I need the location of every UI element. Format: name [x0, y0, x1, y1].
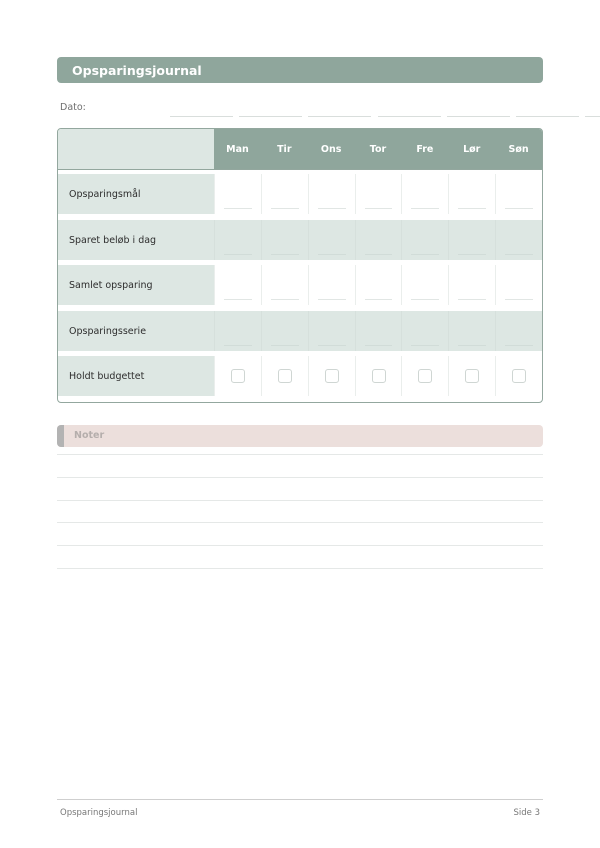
- note-line[interactable]: [57, 568, 543, 569]
- entry-underline: [224, 208, 252, 209]
- day-entry-cell[interactable]: [308, 311, 355, 351]
- checkbox[interactable]: [325, 369, 339, 383]
- day-header: Man: [226, 143, 249, 155]
- page-title: Opsparingsjournal: [72, 62, 202, 78]
- day-checkbox-cell[interactable]: [214, 356, 261, 396]
- day-header: Søn: [508, 143, 529, 155]
- day-entry-cell[interactable]: [401, 311, 448, 351]
- entry-underline: [271, 208, 299, 209]
- entry-underline: [271, 299, 299, 300]
- entry-underline: [458, 299, 486, 300]
- day-entry-cell[interactable]: [495, 311, 542, 351]
- note-line[interactable]: [57, 545, 543, 546]
- note-line[interactable]: [57, 477, 543, 478]
- entry-underline: [318, 208, 346, 209]
- tracker-row: [58, 174, 542, 214]
- day-entry-cell[interactable]: [495, 220, 542, 260]
- entry-underline: [318, 254, 346, 255]
- day-header-row: [214, 129, 542, 169]
- note-line[interactable]: [57, 454, 543, 455]
- day-checkbox-cell[interactable]: [308, 356, 355, 396]
- day-entry-cell[interactable]: [308, 220, 355, 260]
- entry-underline: [224, 345, 252, 346]
- day-entry-cell[interactable]: [448, 265, 495, 305]
- entry-underline: [505, 345, 533, 346]
- day-entry-cell[interactable]: [401, 265, 448, 305]
- tracker-row: [58, 220, 542, 260]
- day-entry-cell[interactable]: [495, 174, 542, 214]
- tracker-row: [58, 356, 542, 396]
- date-underline[interactable]: [585, 116, 600, 117]
- day-entry-cell[interactable]: [214, 174, 261, 214]
- day-checkbox-cell[interactable]: [401, 356, 448, 396]
- entry-underline: [458, 208, 486, 209]
- day-entry-cell[interactable]: [401, 220, 448, 260]
- day-checkbox-cell[interactable]: [261, 356, 308, 396]
- row-label: Sparet beløb i dag: [58, 220, 214, 260]
- header-divider: [58, 169, 542, 170]
- checkbox[interactable]: [278, 369, 292, 383]
- day-header: Ons: [320, 143, 342, 155]
- entry-underline: [365, 254, 393, 255]
- day-entry-cell[interactable]: [448, 220, 495, 260]
- day-entry-cell[interactable]: [355, 174, 402, 214]
- checkbox[interactable]: [512, 369, 526, 383]
- page-title-bar: [57, 57, 543, 83]
- day-entry-cell[interactable]: [214, 265, 261, 305]
- entry-underline: [365, 345, 393, 346]
- entry-underline: [271, 254, 299, 255]
- day-checkbox-cell[interactable]: [355, 356, 402, 396]
- checkbox[interactable]: [418, 369, 432, 383]
- day-checkbox-cell[interactable]: [448, 356, 495, 396]
- day-entry-cell[interactable]: [308, 174, 355, 214]
- footer-page-number: Side 3: [513, 808, 540, 818]
- day-entry-cell[interactable]: [261, 220, 308, 260]
- footer-divider: [57, 799, 543, 800]
- date-underline[interactable]: [378, 116, 441, 117]
- entry-underline: [224, 254, 252, 255]
- footer-document-title: Opsparingsjournal: [60, 808, 138, 818]
- note-line[interactable]: [57, 500, 543, 501]
- day-entry-cell[interactable]: [401, 174, 448, 214]
- savings-tracker-table: [57, 128, 543, 403]
- notes-header: [57, 425, 543, 447]
- note-line[interactable]: [57, 522, 543, 523]
- day-entry-cell[interactable]: [261, 311, 308, 351]
- entry-underline: [505, 299, 533, 300]
- date-underline[interactable]: [447, 116, 510, 117]
- day-header: Tir: [277, 143, 292, 155]
- date-underline[interactable]: [516, 116, 579, 117]
- day-header: Tor: [369, 143, 387, 155]
- date-underline[interactable]: [170, 116, 233, 117]
- entry-underline: [505, 254, 533, 255]
- entry-underline: [505, 208, 533, 209]
- day-entry-cell[interactable]: [261, 174, 308, 214]
- entry-underline: [365, 299, 393, 300]
- notes-accent-bar: [57, 425, 64, 447]
- day-entry-cell[interactable]: [355, 220, 402, 260]
- entry-underline: [411, 208, 439, 209]
- day-entry-cell[interactable]: [448, 174, 495, 214]
- entry-underline: [458, 254, 486, 255]
- row-label: Opsparingsserie: [58, 311, 214, 351]
- notes-heading: Noter: [74, 430, 105, 441]
- entry-underline: [365, 208, 393, 209]
- header-corner-cell: [58, 129, 214, 169]
- day-entry-cell[interactable]: [355, 265, 402, 305]
- tracker-row: [58, 265, 542, 305]
- day-header: Fre: [416, 143, 434, 155]
- day-entry-cell[interactable]: [261, 265, 308, 305]
- entry-underline: [224, 299, 252, 300]
- day-entry-cell[interactable]: [355, 311, 402, 351]
- day-entry-cell[interactable]: [308, 265, 355, 305]
- day-entry-cell[interactable]: [495, 265, 542, 305]
- row-label: Holdt budgettet: [58, 356, 214, 396]
- entry-underline: [318, 299, 346, 300]
- row-label: Opsparingsmål: [58, 174, 214, 214]
- tracker-row: [58, 311, 542, 351]
- date-underline[interactable]: [239, 116, 302, 117]
- entry-underline: [271, 345, 299, 346]
- date-label: Dato:: [60, 102, 86, 113]
- checkbox[interactable]: [372, 369, 386, 383]
- entry-underline: [318, 345, 346, 346]
- checkbox[interactable]: [465, 369, 479, 383]
- entry-underline: [458, 345, 486, 346]
- day-entry-cell[interactable]: [448, 311, 495, 351]
- checkbox[interactable]: [231, 369, 245, 383]
- date-underline[interactable]: [308, 116, 371, 117]
- day-entry-cell[interactable]: [214, 311, 261, 351]
- entry-underline: [411, 345, 439, 346]
- entry-underline: [411, 299, 439, 300]
- day-entry-cell[interactable]: [214, 220, 261, 260]
- day-checkbox-cell[interactable]: [495, 356, 542, 396]
- entry-underline: [411, 254, 439, 255]
- day-header: Lør: [463, 143, 481, 155]
- row-label: Samlet opsparing: [58, 265, 214, 305]
